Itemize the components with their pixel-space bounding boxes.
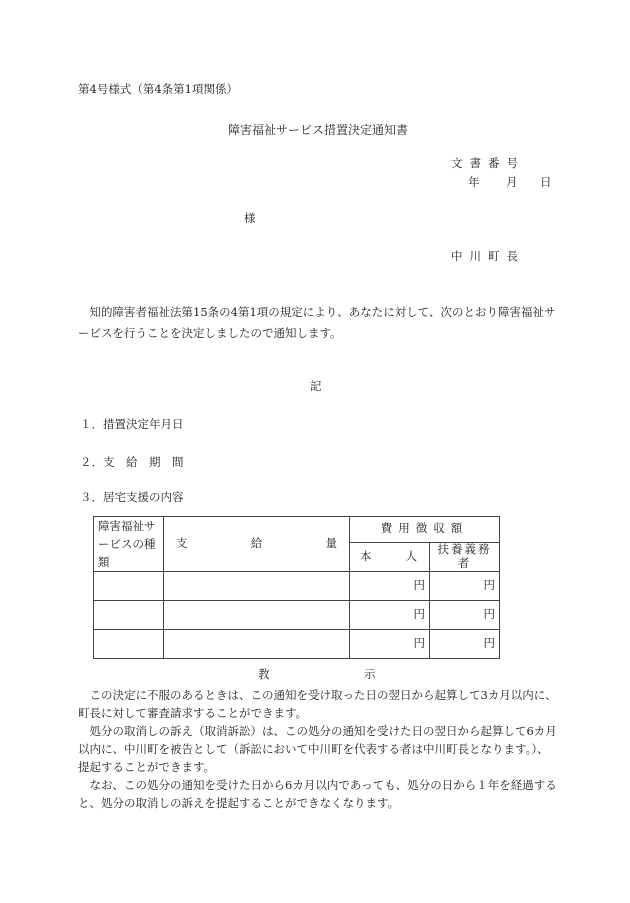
item-decision-date: １．措置決定年月日 [80, 417, 184, 431]
addressee-suffix: 様 [244, 211, 256, 225]
cell-supply-amount [164, 630, 350, 659]
body-text: 知的障害者福祉法第15条の4第1項の規定により、あなたに対して、次のとおり障害福祉サービスを行うことを決定しましたので通知します。 [78, 305, 556, 340]
notice-paragraph: この決定に不服のあるときは、この通知を受け取った日の翌日から起算して3カ月以内に、町長に対して審査請求することができます。 [78, 688, 557, 720]
cell-self-fee: 円 [350, 630, 430, 659]
header-service-type: 障害福祉サービスの種類 [94, 517, 164, 572]
cell-self-fee: 円 [350, 572, 430, 601]
document-number-label: 文書番号 [451, 156, 525, 170]
year-label: 年 [468, 175, 480, 189]
body-paragraph [78, 302, 558, 344]
item-home-support: ３．居宅支援の内容 [80, 490, 184, 504]
header-self: 本 人 [350, 542, 430, 571]
month-label: 月 [506, 175, 518, 189]
cell-service-type [94, 630, 164, 659]
table-header-row [94, 517, 500, 543]
cell-service-type [94, 601, 164, 630]
table-row [94, 572, 500, 601]
cell-supporter-fee: 円 [430, 572, 500, 601]
header-fee: 費用徴収額 [350, 517, 500, 543]
header-supporter: 扶養義務者 [430, 542, 500, 571]
item-supply-period: ２．支 給 期 間 [80, 455, 184, 469]
issuer: 中川町長 [451, 249, 525, 263]
document-title: 障害福祉サービス措置決定通知書 [228, 123, 409, 137]
cell-supporter-fee: 円 [430, 601, 500, 630]
notice-paragraph: 処分の取消しの訴え（取消訴訟）は、この処分の通知を受けた日の翌日から起算して6カ月以内に、中川町を被告として（訴訟において中川町を代表する者は中川町長となります。）、提起することができます。 [78, 724, 557, 774]
cell-supply-amount [164, 572, 350, 601]
cell-supply-amount [164, 601, 350, 630]
day-label: 日 [540, 175, 552, 189]
ki-heading: 記 [310, 379, 322, 393]
notice-paragraph: なお、この処分の通知を受けた日から6カ月以内であっても、処分の日から１年を経過すると、処分の取消しの訴えを提起することができなくなります。 [78, 778, 557, 810]
table-row [94, 630, 500, 659]
cell-service-type [94, 572, 164, 601]
form-id: 第4号様式（第4条第1項関係） [78, 82, 238, 96]
cell-supporter-fee: 円 [430, 630, 500, 659]
header-supply-amount: 支 給 量 [164, 517, 350, 572]
cell-self-fee: 円 [350, 601, 430, 630]
notice-section [78, 686, 560, 812]
service-table [93, 516, 500, 659]
table-row [94, 601, 500, 630]
